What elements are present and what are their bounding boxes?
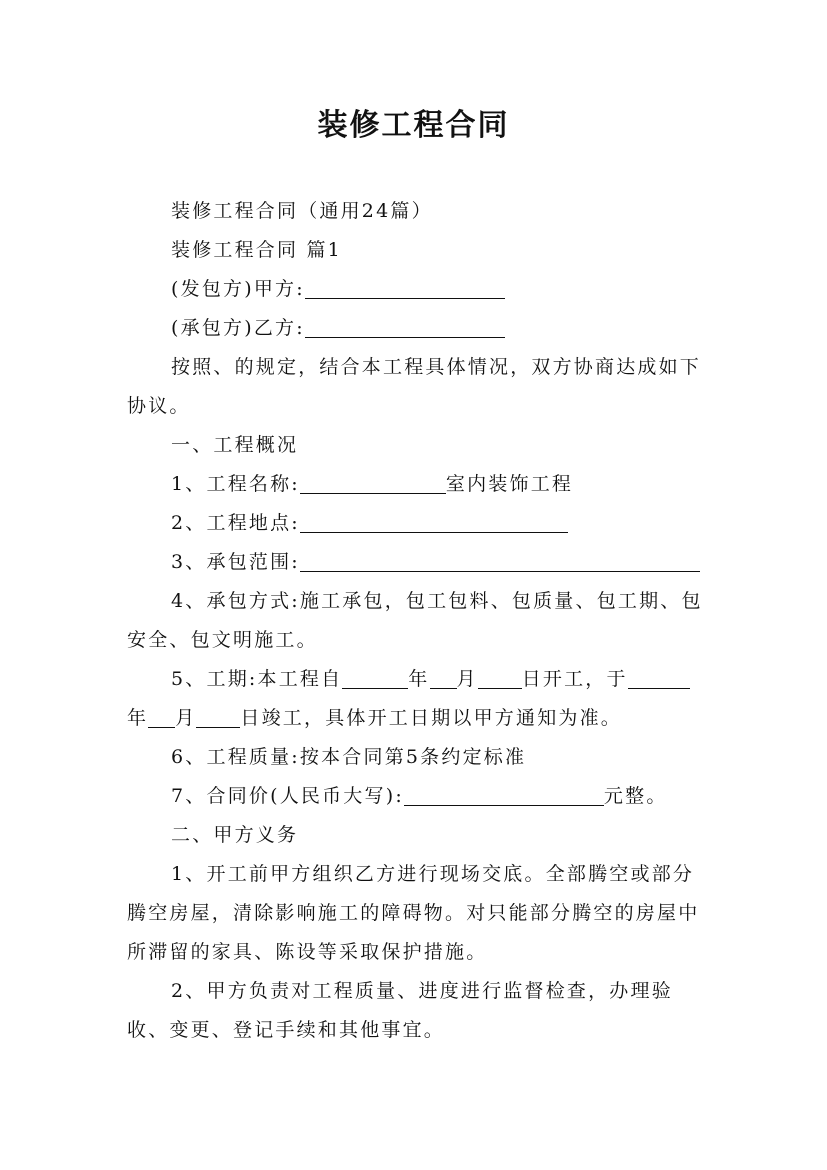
schedule-month-2: 月 [175, 707, 197, 729]
schedule-paragraph [127, 660, 703, 738]
contract-body [127, 192, 703, 1050]
part-heading: 装修工程合同 篇1 [171, 239, 342, 261]
party-a-blank [305, 276, 505, 299]
party-b-line [127, 309, 703, 348]
start-day-blank [478, 666, 522, 689]
contract-price-label: 7、合同价(人民币大写): [171, 785, 404, 807]
schedule-year-1: 年 [408, 668, 430, 690]
intro-paragraph: 按照、的规定，结合本工程具体情况，双方协商达成如下协议。 [127, 356, 702, 417]
project-location-blank [300, 510, 568, 533]
contract-method-paragraph: 4、承包方式:施工承包，包工包料、包质量、包工期、包安全、包文明施工。 [127, 590, 703, 651]
party-a-line [127, 270, 703, 309]
project-name-blank [300, 471, 446, 494]
section-heading-party-a-duties: 二、甲方义务 [171, 824, 299, 846]
duty-1-paragraph: 1、开工前甲方组织乙方进行现场交底。全部腾空或部分腾空房屋，清除影响施工的障碍物。对只能部分腾空的房屋中所滞留的家具、陈设等采取保护措施。 [127, 863, 700, 963]
end-year-blank [628, 666, 690, 689]
schedule-text-end: 日竣工，具体开工日期以甲方通知为准。 [240, 707, 623, 729]
subtitle-line: 装修工程合同（通用24篇） [171, 200, 433, 222]
contract-scope-blank [300, 549, 700, 572]
start-month-blank [430, 666, 457, 689]
project-location-line [127, 504, 703, 543]
project-name-suffix: 室内装饰工程 [445, 473, 574, 495]
party-b-label: (承包方)乙方: [171, 317, 305, 339]
document-title: 装修工程合同 [317, 108, 510, 143]
schedule-text-mid: 日开工，于 [521, 668, 628, 690]
start-year-blank [342, 666, 408, 689]
schedule-month-1: 月 [456, 668, 478, 690]
quality-line: 6、工程质量:按本合同第5条约定标准 [171, 746, 527, 768]
contract-scope-label: 3、承包范围: [171, 551, 300, 573]
contract-price-suffix: 元整。 [603, 785, 668, 807]
contract-price-line [127, 777, 703, 816]
project-location-label: 2、工程地点: [171, 512, 300, 534]
party-a-label: (发包方)甲方: [171, 278, 305, 300]
project-name-label: 1、工程名称: [171, 473, 300, 495]
end-day-blank [196, 705, 240, 728]
section-heading-overview: 一、工程概况 [171, 434, 299, 456]
end-month-blank [148, 705, 175, 728]
duty-2-paragraph: 2、甲方负责对工程质量、进度进行监督检查，办理验收、变更、登记手续和其他事宜。 [127, 980, 673, 1041]
contract-scope-line [127, 543, 703, 582]
schedule-text-start: 5、工期:本工程自 [171, 668, 343, 690]
project-name-line [127, 465, 703, 504]
schedule-year-2: 年 [127, 707, 149, 729]
party-b-blank [305, 315, 505, 338]
contract-price-blank [404, 783, 604, 806]
